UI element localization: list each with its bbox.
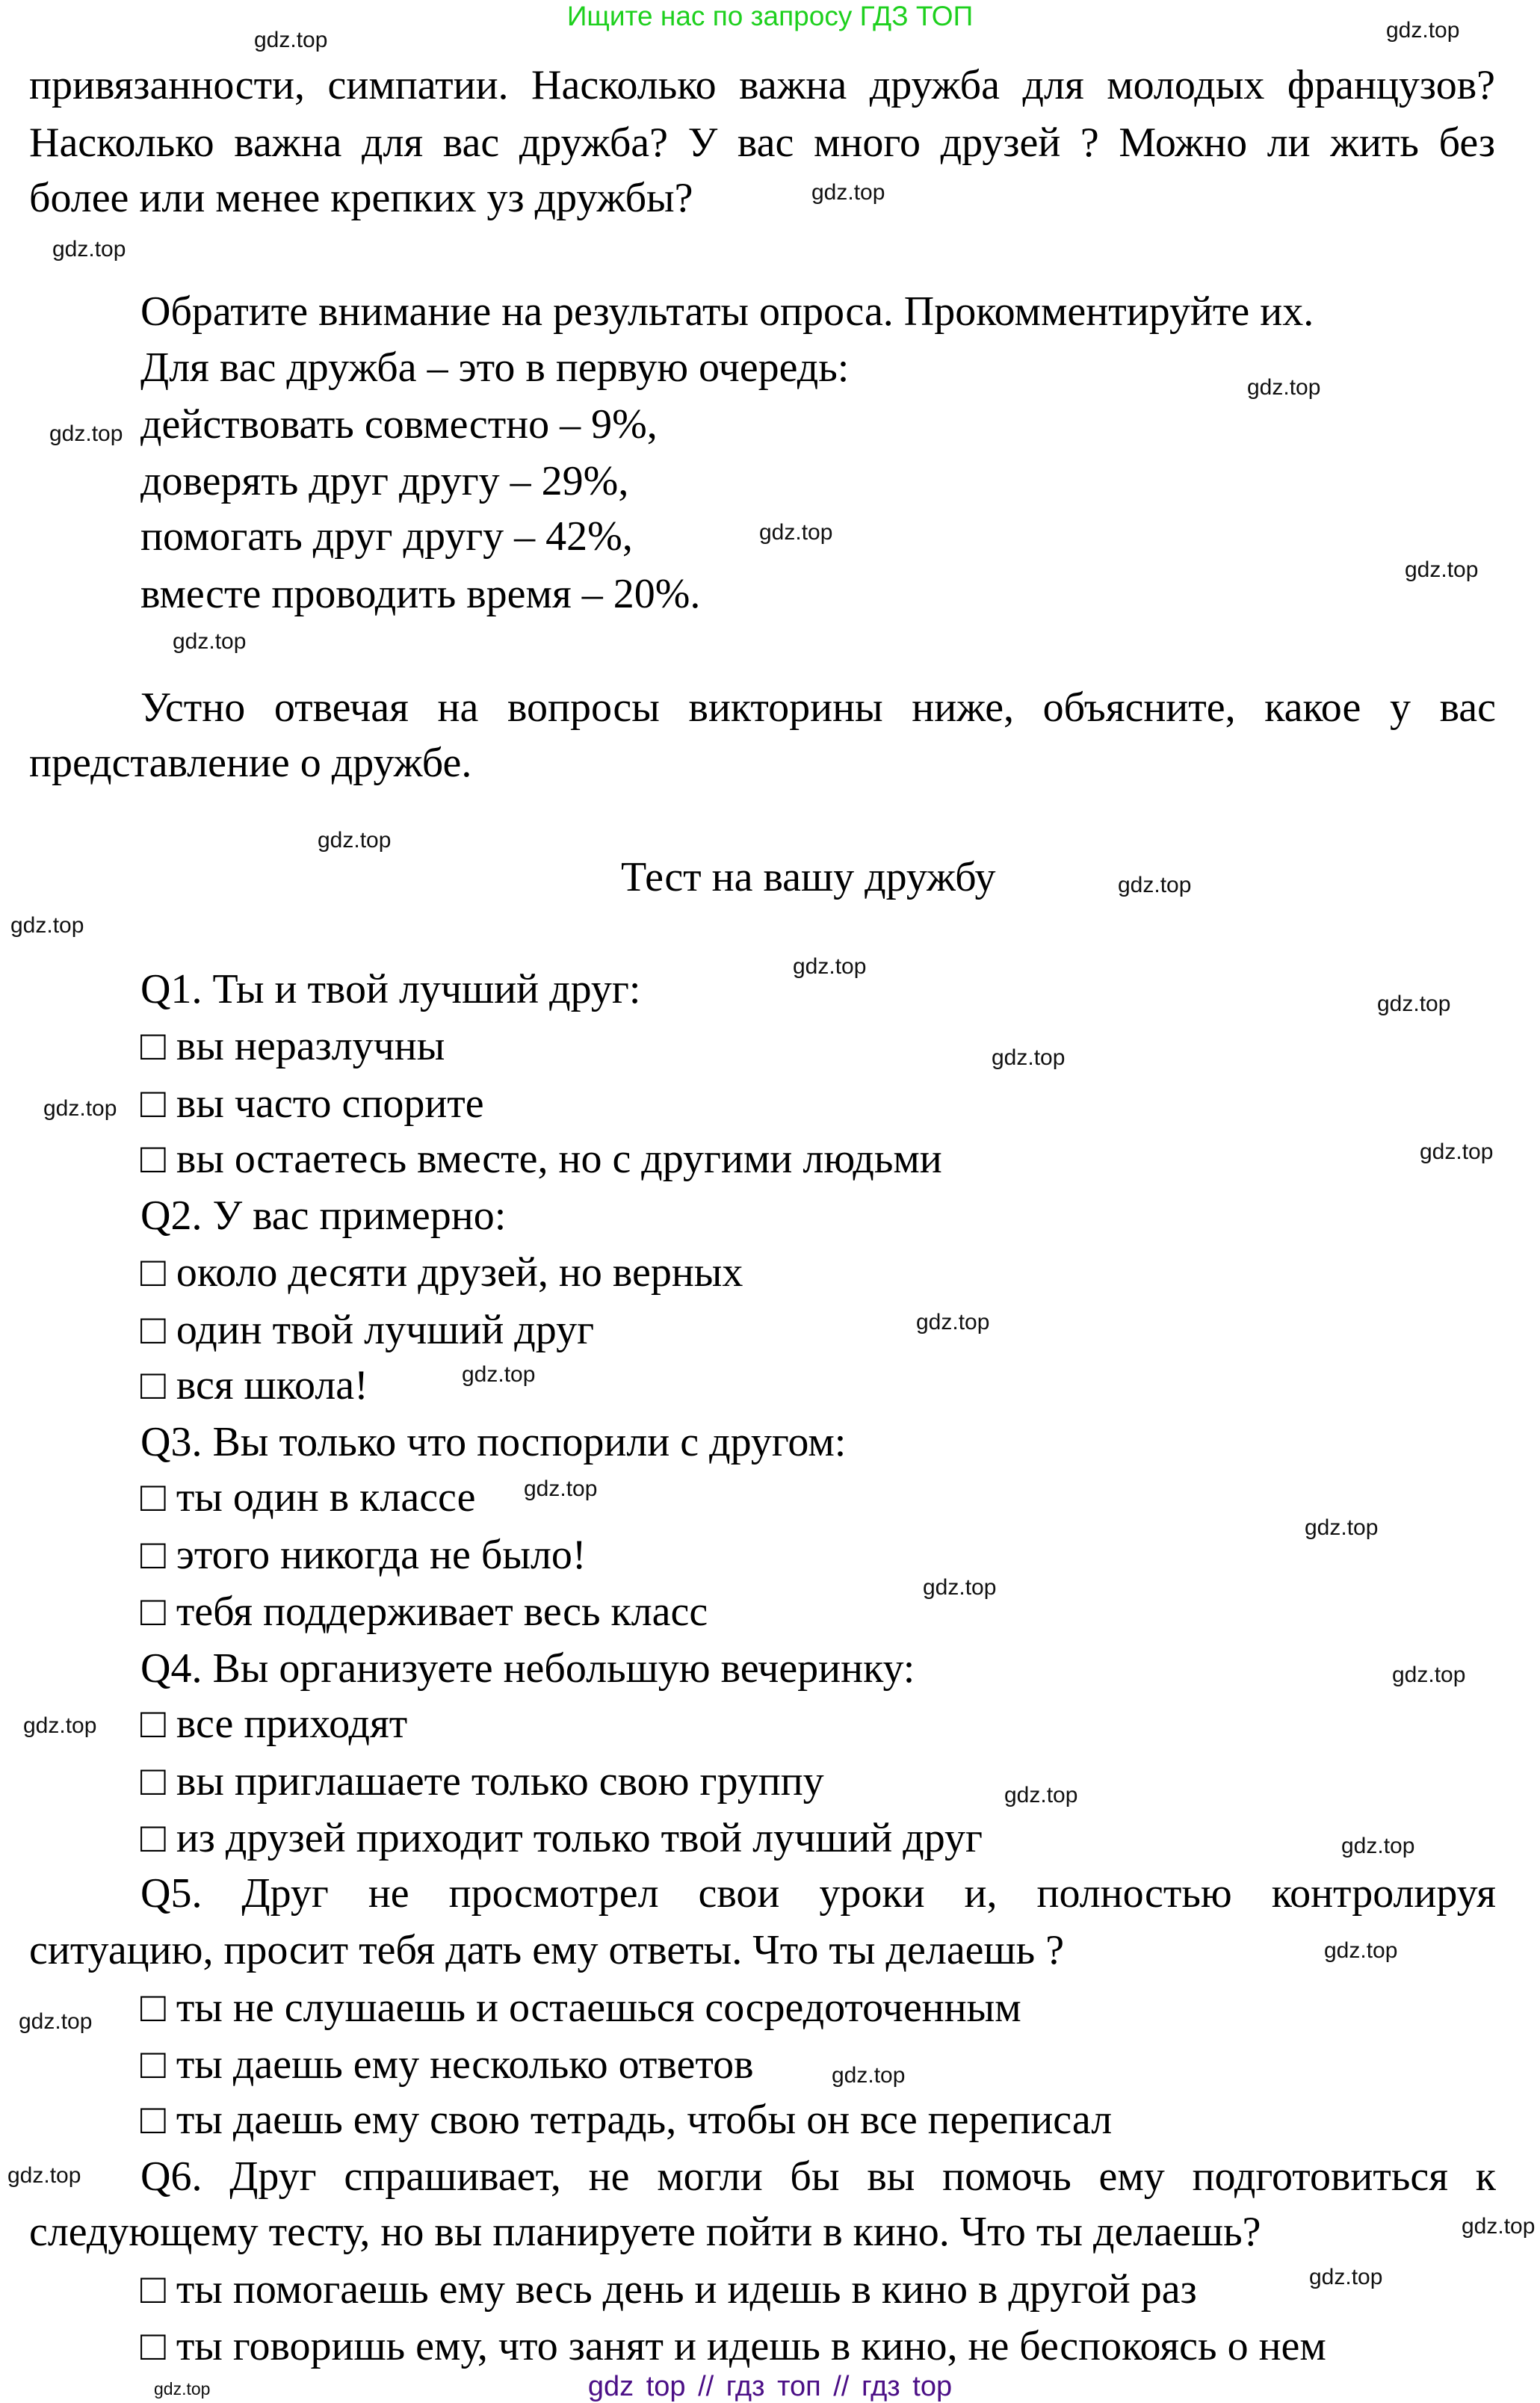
watermark-text: gdz.top bbox=[1118, 873, 1192, 897]
text-line: привязанности, симпатии. Насколько важна дружба для молодых французов? bbox=[29, 62, 1495, 108]
watermark-text: gdz.top bbox=[23, 1713, 97, 1738]
watermark-text: gdz.top bbox=[254, 28, 328, 52]
text-line: Насколько важна для вас дружба? У вас много друзей ? Можно ли жить без bbox=[29, 120, 1495, 166]
watermark-text: gdz.top bbox=[318, 828, 392, 853]
watermark-text: gdz.top bbox=[1309, 2265, 1383, 2289]
watermark-text: gdz.top bbox=[1462, 2214, 1536, 2239]
watermark-text: gdz.top bbox=[154, 2379, 211, 2399]
text-line: □ вы приглашаете только свою группу bbox=[140, 1758, 824, 1804]
text-line: ситуацию, просит тебя дать ему ответы. Что ты делаешь ? bbox=[29, 1927, 1065, 1973]
watermark-text: gdz.top bbox=[1386, 18, 1460, 43]
text-line: Q5. Друг не просмотрел свои уроки и, полностью контролируя bbox=[140, 1870, 1496, 1917]
watermark-text: gdz.top bbox=[1305, 1515, 1379, 1540]
watermark-text: gdz.top bbox=[173, 629, 247, 654]
text-line: доверять друг другу – 29%, bbox=[140, 458, 629, 504]
text-line: □ ты один в классе bbox=[140, 1474, 476, 1521]
footer-watermark: gdz top // гдз топ // гдз top bbox=[587, 2371, 953, 2402]
watermark-text: gdz.top bbox=[992, 1045, 1066, 1070]
text-line: □ вы часто спорите bbox=[140, 1080, 484, 1127]
watermark-text: gdz.top bbox=[1377, 992, 1451, 1016]
watermark-text: gdz.top bbox=[832, 2063, 906, 2088]
watermark-text: gdz.top bbox=[811, 180, 885, 205]
text-line: □ ты помогаешь ему весь день и идешь в кино в другой раз bbox=[140, 2266, 1197, 2313]
watermark-text: gdz.top bbox=[19, 2009, 93, 2034]
text-line: вместе проводить время – 20%. bbox=[140, 571, 701, 617]
text-line: □ ты не слушаешь и остаешься сосредоточенным bbox=[140, 1985, 1021, 2031]
text-line: Q6. Друг спрашивает, не могли бы вы помочь ему подготовиться к bbox=[140, 2153, 1496, 2200]
text-line: □ из друзей приходит только твой лучший друг bbox=[140, 1815, 983, 1861]
text-line: □ вся школа! bbox=[140, 1362, 368, 1408]
watermark-text: gdz.top bbox=[10, 913, 84, 938]
watermark-text: gdz.top bbox=[7, 2163, 81, 2188]
text-line: □ один твой лучший друг bbox=[140, 1307, 595, 1353]
text-line: следующему тесту, но вы планируете пойти в кино. Что ты делаешь? bbox=[29, 2209, 1261, 2255]
text-line: Для вас дружба – это в первую очередь: bbox=[140, 344, 850, 391]
test-title: Тест на вашу дружбу bbox=[621, 854, 996, 900]
watermark-text: gdz.top bbox=[1405, 557, 1479, 582]
text-line: □ ты говоришь ему, что занят и идешь в кино, не беспокоясь о нем bbox=[140, 2323, 1326, 2369]
watermark-text: gdz.top bbox=[793, 954, 867, 979]
watermark-text: gdz.top bbox=[524, 1476, 598, 1501]
text-line: □ около десяти друзей, но верных bbox=[140, 1249, 743, 1296]
text-line: Обратите внимание на результаты опроса. Прокомментируйте их. bbox=[140, 288, 1314, 335]
text-line: Q4. Вы организуете небольшую вечеринку: bbox=[140, 1645, 915, 1692]
watermark-text: gdz.top bbox=[1420, 1139, 1494, 1164]
watermark-text: gdz.top bbox=[1341, 1834, 1415, 1858]
watermark-text: gdz.top bbox=[1004, 1783, 1078, 1807]
watermark-text: gdz.top bbox=[1247, 375, 1321, 400]
text-line: представление о дружбе. bbox=[29, 740, 472, 786]
text-line: действовать совместно – 9%, bbox=[140, 401, 658, 448]
text-line: Устно отвечая на вопросы викторины ниже, объясните, какое у вас bbox=[140, 684, 1496, 731]
text-line: □ ты даешь ему несколько ответов bbox=[140, 2041, 754, 2088]
watermark-text: gdz.top bbox=[1392, 1663, 1466, 1687]
watermark-text: gdz.top bbox=[462, 1362, 536, 1387]
watermark-text: gdz.top bbox=[1324, 1938, 1398, 1963]
text-line: □ вы остаетесь вместе, но с другими людьми bbox=[140, 1136, 942, 1182]
search-banner: Ищите нас по запросу ГДЗ ТОП bbox=[566, 1, 974, 31]
text-line: Q3. Вы только что поспорили с другом: bbox=[140, 1419, 847, 1465]
text-line: помогать друг другу – 42%, bbox=[140, 513, 633, 560]
text-line: □ вы неразлучны bbox=[140, 1023, 445, 1069]
text-line: Q1. Ты и твой лучший друг: bbox=[140, 966, 641, 1012]
text-line: □ все приходят bbox=[140, 1701, 408, 1747]
text-line: □ ты даешь ему свою тетрадь, чтобы он все переписал bbox=[140, 2097, 1113, 2143]
watermark-text: gdz.top bbox=[923, 1575, 997, 1600]
text-line: □ этого никогда не было! bbox=[140, 1532, 587, 1578]
watermark-text: gdz.top bbox=[49, 421, 123, 446]
text-line: □ тебя поддерживает весь класс bbox=[140, 1589, 708, 1635]
watermark-text: gdz.top bbox=[759, 520, 833, 545]
text-line: более или менее крепких уз дружбы? bbox=[29, 175, 693, 221]
watermark-text: gdz.top bbox=[43, 1096, 117, 1121]
watermark-text: gdz.top bbox=[52, 237, 126, 262]
watermark-text: gdz.top bbox=[916, 1310, 990, 1335]
text-line: Q2. У вас примерно: bbox=[140, 1193, 507, 1239]
